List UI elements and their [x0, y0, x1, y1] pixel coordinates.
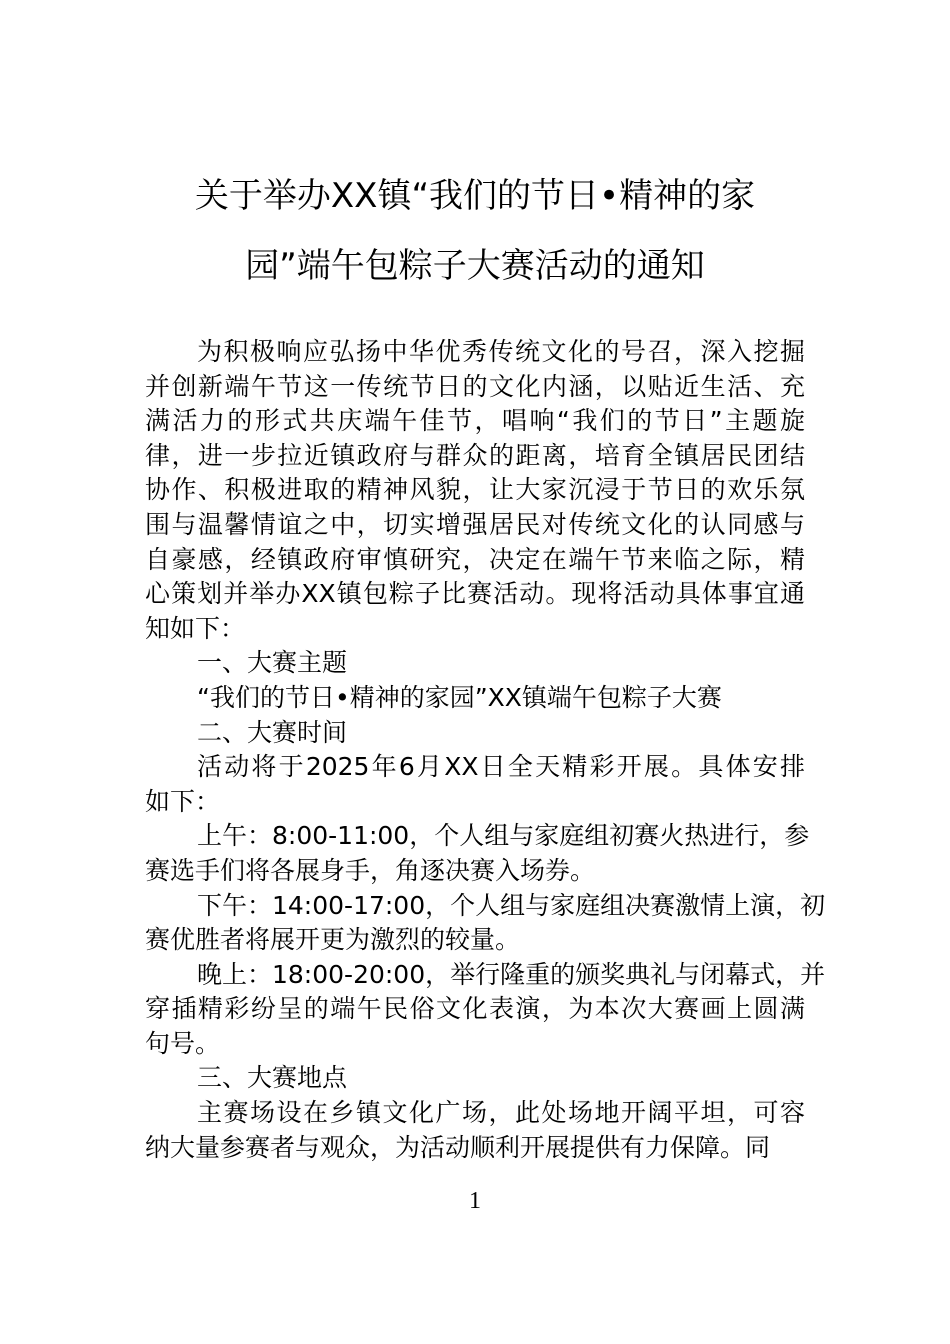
- paragraph: [145, 889, 826, 958]
- text-line: 三、大赛地点: [197, 1063, 348, 1093]
- paragraph: [145, 681, 805, 716]
- text-line: 赛选手们将各展身手，角逐决赛入场券。: [145, 855, 596, 885]
- text-line: “我们的节日•精神的家园”XX镇端午包粽子大赛: [197, 682, 722, 712]
- text-line: 一、大赛主题: [197, 648, 348, 678]
- text-line: 协作、积极进取的精神风貌，让大家沉浸于节日的欢乐氛: [145, 475, 805, 505]
- paragraph: [145, 646, 805, 681]
- text-line: 为积极响应弘扬中华优秀传统文化的号召，深入挖掘: [197, 337, 805, 366]
- title-line: 园”端午包粽子大赛活动的通知: [245, 246, 705, 286]
- text-line: 心策划并举办XX镇包粽子比赛活动。现将活动具体事宜通: [145, 579, 805, 609]
- document-title: [0, 161, 950, 301]
- text-line: 围与温馨情谊之中，切实增强居民对传统文化的认同感与: [145, 509, 805, 539]
- text-line: 知如下：: [145, 613, 246, 643]
- text-line: 并创新端午节这一传统节日的文化内涵，以贴近生活、充: [145, 371, 805, 401]
- paragraph: [145, 716, 805, 751]
- paragraph: [145, 750, 805, 819]
- text-line: 律，进一步拉近镇政府与群众的距离，培育全镇居民团结: [145, 440, 805, 470]
- paragraph: [145, 958, 826, 1062]
- paragraph: [145, 819, 810, 888]
- text-line: 如下：: [145, 786, 221, 816]
- text-line: 纳大量参赛者与观众，为活动顺利开展提供有力保障。同: [145, 1132, 771, 1162]
- text-line: 穿插精彩纷呈的端午民俗文化表演，为本次大赛画上圆满: [145, 994, 805, 1024]
- text-line: 主赛场设在乡镇文化广场，此处场地开阔平坦，可容: [197, 1098, 805, 1128]
- document-body: [145, 335, 826, 1165]
- text-line: 满活力的形式共庆端午佳节，唱响“我们的节日”主题旋: [145, 406, 805, 436]
- text-line: 自豪感，经镇政府审慎研究，决定在端午节来临之际，精: [145, 544, 805, 574]
- text-line: 晚上：18:00-20:00，举行隆重的颁奖典礼与闭幕式，并: [197, 959, 826, 989]
- text-line: 上午：8:00-11:00，个人组与家庭组初赛火热进行，参: [197, 821, 810, 851]
- paragraph: [145, 1061, 805, 1096]
- text-line: 二、大赛时间: [197, 717, 348, 747]
- paragraph: [145, 335, 805, 646]
- page-number: 1: [469, 1188, 481, 1214]
- text-line: 句号。: [145, 1028, 221, 1058]
- text-line: 下午：14:00-17:00，个人组与家庭组决赛激情上演，初: [197, 890, 826, 920]
- title-line: 关于举办XX镇“我们的节日•精神的家: [194, 176, 756, 216]
- text-line: 赛优胜者将展开更为激烈的较量。: [145, 925, 521, 955]
- text-line: 活动将于2025年6月XX日全天精彩开展。具体安排: [197, 752, 805, 782]
- paragraph: [145, 1096, 805, 1165]
